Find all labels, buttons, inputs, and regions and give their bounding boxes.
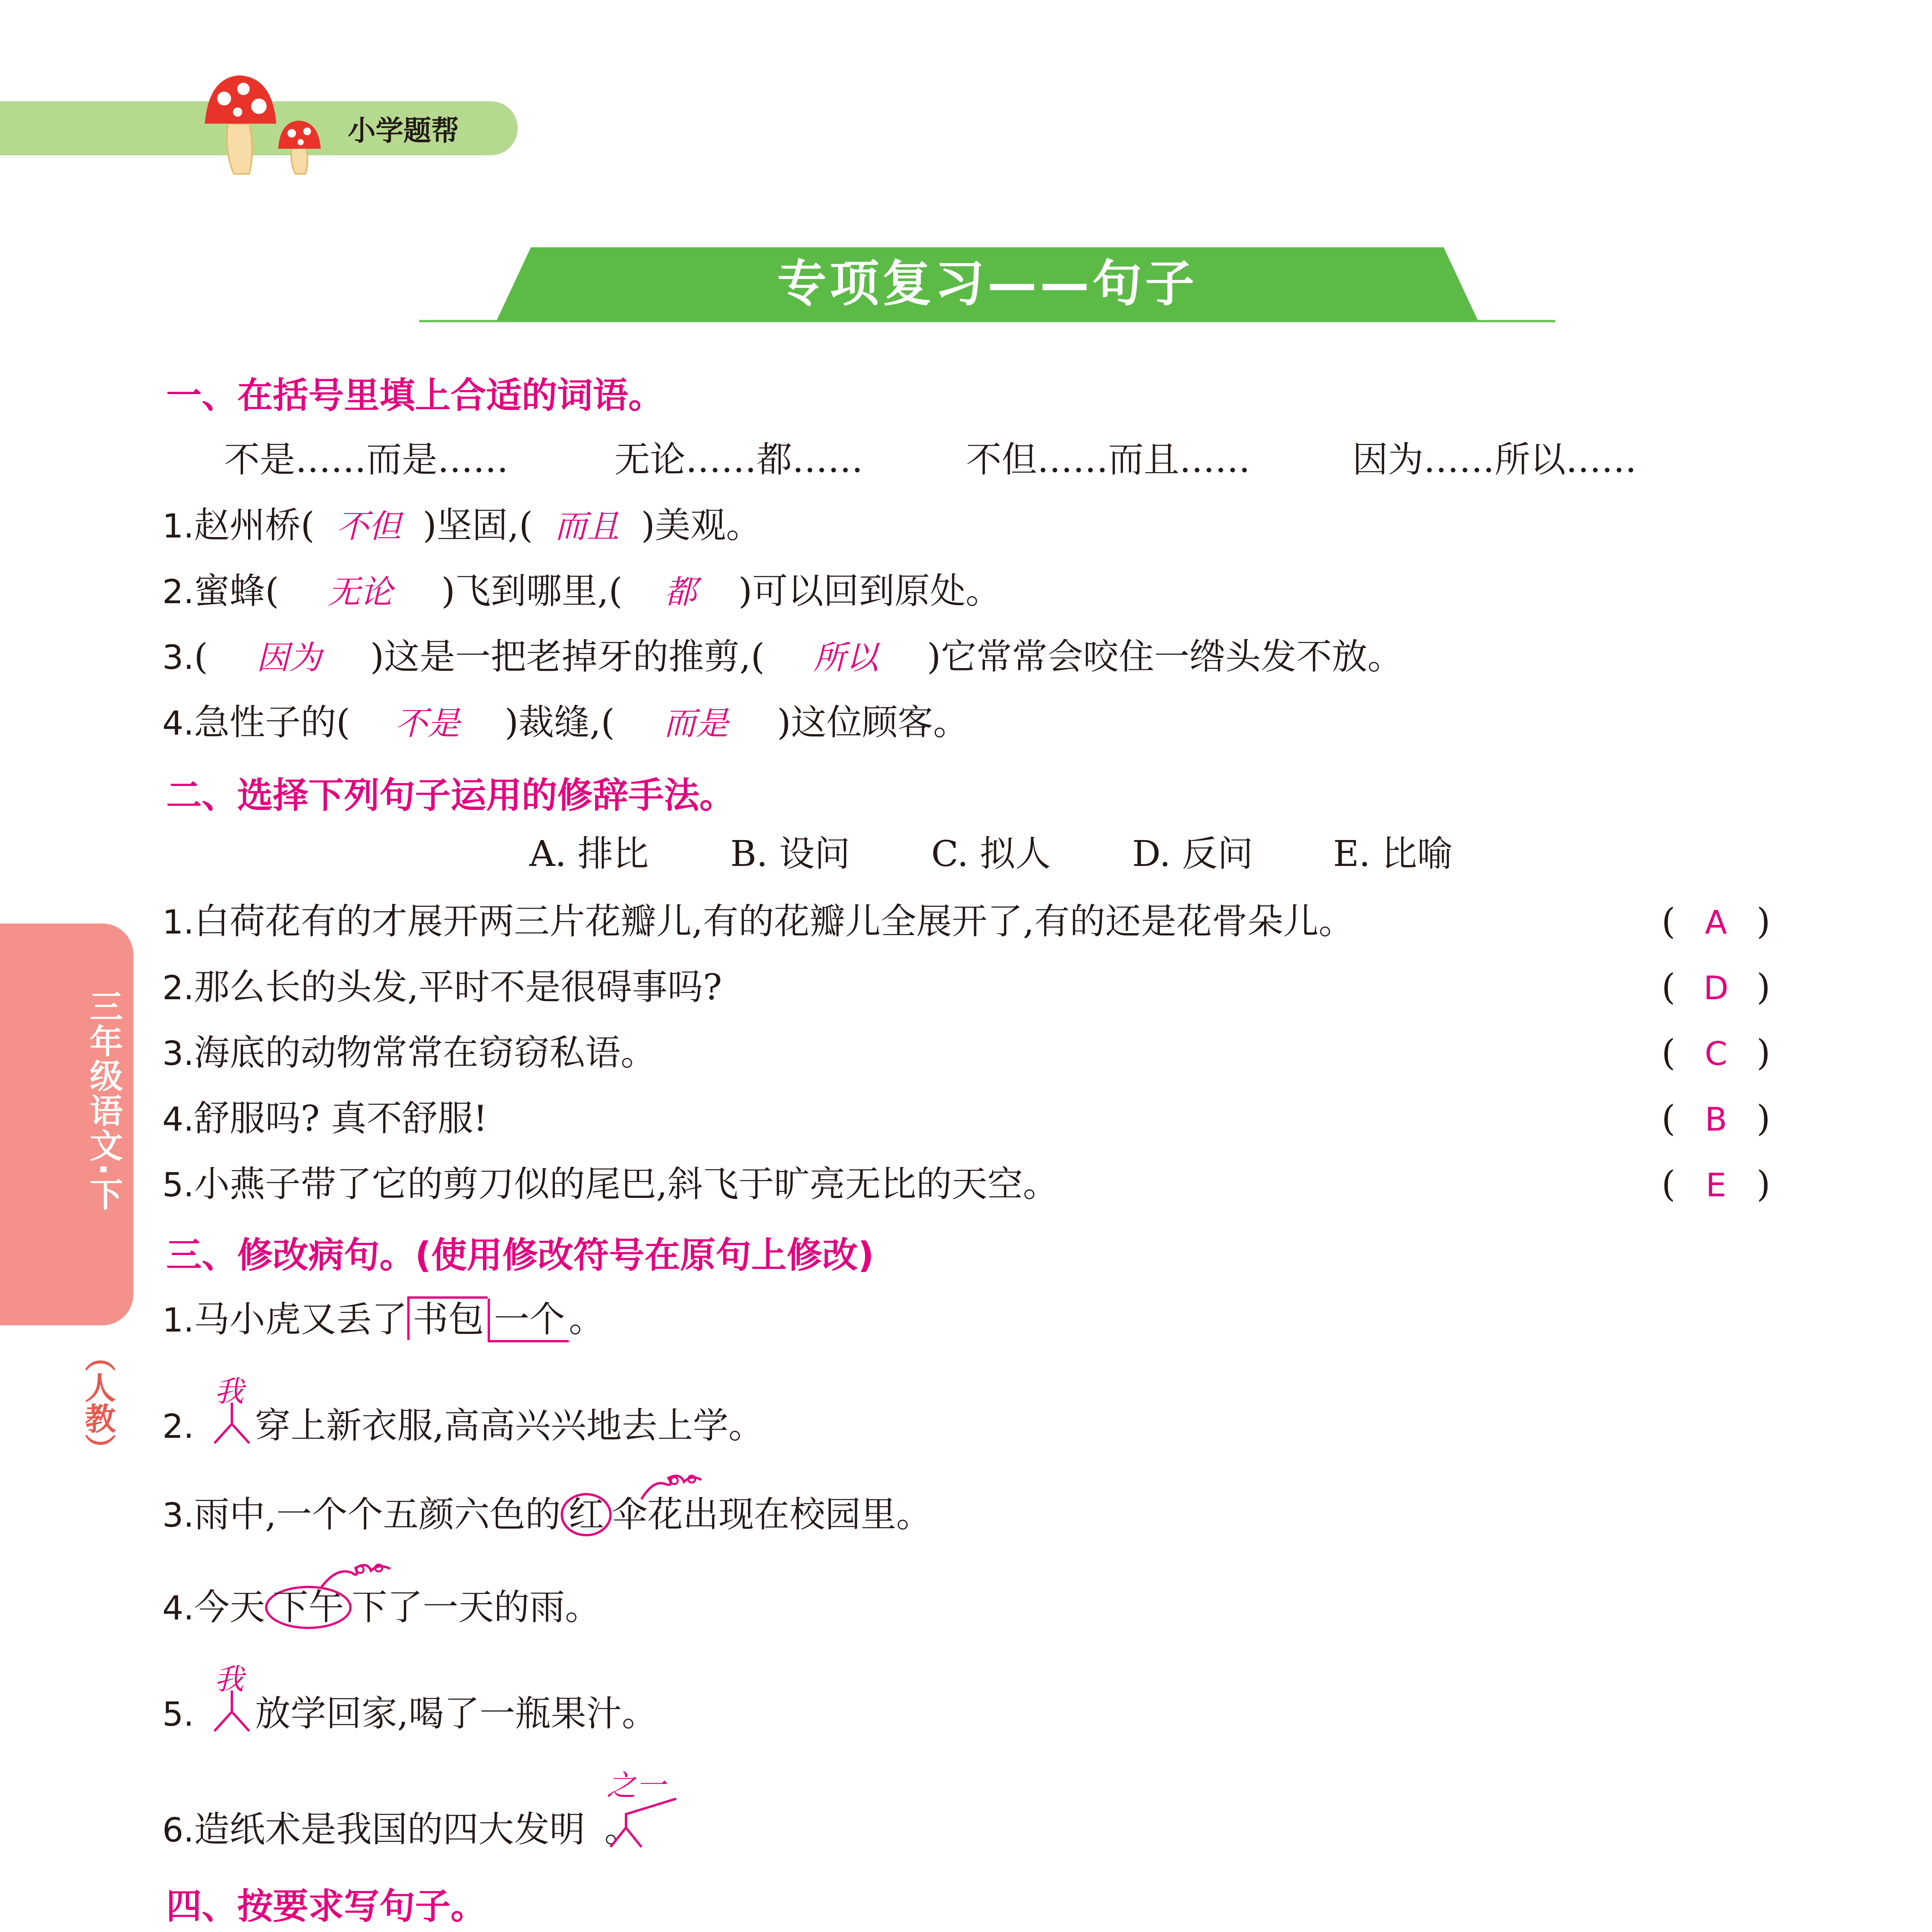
section4-heading: 四、按要求写句子。 [166, 1886, 486, 1927]
swap-word-2: 一个 [488, 1299, 569, 1342]
section2-option: E. 比喻 [1333, 833, 1453, 874]
insert-word: 之一 [607, 1768, 665, 1803]
answer-letter: D [1703, 969, 1729, 1007]
brand-name: 小学题帮 [348, 114, 459, 147]
question-1-1: 1.赵州桥( 不但 )坚固,( 而且 )美观。 [162, 502, 762, 549]
answer-blank: 无论 [327, 573, 393, 611]
answer-letter: B [1705, 1100, 1727, 1138]
question-3-5-text: 放学回家,喝了一瓶果汁。 [255, 1693, 658, 1734]
delete-mark-icon [317, 1561, 394, 1594]
question-2-5: 5.小燕子带了它的剪刀似的尾巴,斜飞于旷亮无比的天空。 [162, 1163, 1059, 1205]
side-tab-edition: （人教） [80, 1341, 116, 1464]
delete-mark-icon [638, 1472, 707, 1505]
section1-option: 无论……都…… [614, 439, 863, 480]
question-2-4: 4.舒服吗? 真不舒服! [162, 1098, 488, 1139]
section2-option: A. 排比 [529, 833, 649, 874]
answer-paren-2-3: ( C ) [1662, 1030, 1770, 1077]
insert-word: 我 [214, 1662, 244, 1696]
section1-heading: 一、在括号里填上合适的词语。 [166, 375, 664, 416]
answer-blank: 所以 [813, 639, 878, 677]
section2-heading: 二、选择下列句子运用的修辞手法。 [166, 775, 735, 816]
answer-paren-2-5: ( E ) [1662, 1161, 1770, 1208]
question-3-5: 5. [162, 1695, 194, 1734]
section2-option: D. 反问 [1132, 833, 1253, 874]
question-3-2-text: 穿上新衣服,高高兴兴地去上学。 [255, 1405, 764, 1446]
answer-blank: 而是 [663, 704, 728, 742]
question-3-1: 1.马小虎又丢了 书包 一个 。 [162, 1296, 604, 1344]
question-2-3: 3.海底的动物常常在窃窃私语。 [162, 1032, 656, 1073]
question-2-1: 1.白荷花有的才展开两三片花瓣儿,有的花瓣儿全展开了,有的还是花骨朵儿。 [162, 901, 1354, 942]
question-3-2: 2. [162, 1407, 194, 1446]
section1-option: 不是……而是…… [224, 439, 509, 480]
insert-word: 我 [214, 1374, 244, 1408]
answer-blank: 因为 [256, 639, 321, 677]
section3-heading: 三、修改病句。(使用修改符号在原句上修改) [166, 1235, 874, 1276]
insert-caret-icon [603, 1793, 680, 1852]
section1-option: 不但……而且…… [966, 439, 1250, 480]
answer-paren-2-1: ( A ) [1662, 898, 1770, 946]
answer-letter: A [1705, 903, 1727, 941]
mushroom-logo [201, 70, 340, 178]
page-title: 专项复习——句子 [777, 255, 1197, 313]
answer-blank: 都 [664, 573, 697, 611]
delete-circle: 红 [561, 1493, 612, 1536]
question-3-6: 6.造纸术是我国的四大发明 。 [162, 1809, 640, 1850]
section2-option: C. 拟人 [931, 833, 1051, 874]
question-3-3: 3.雨中,一个个五颜六色的 红 伞花出现在校园里。 [162, 1492, 932, 1539]
answer-paren-2-4: ( B ) [1662, 1095, 1770, 1143]
insert-caret-icon [211, 1685, 261, 1736]
question-3-4: 4.今天 下午 下了一天的雨。 [162, 1584, 600, 1631]
side-tab-label: 三年级语文·下 [84, 989, 122, 1212]
section1-option: 因为……所以…… [1352, 439, 1637, 480]
swap-word-1: 书包 [407, 1296, 488, 1340]
answer-letter: E [1706, 1166, 1726, 1204]
question-1-4: 4.急性子的( 不是 )裁缝,( 而是 )这位顾客。 [162, 699, 969, 747]
delete-circle: 下午 [265, 1586, 352, 1629]
answer-blank: 不是 [395, 704, 460, 742]
answer-paren-2-2: ( D ) [1662, 964, 1770, 1011]
answer-blank: 不但 [336, 507, 401, 545]
insert-caret-icon [211, 1397, 261, 1449]
answer-letter: C [1704, 1035, 1728, 1073]
question-1-2: 2.蜜蜂( 无论 )飞到哪里,( 都 )可以回到原处。 [162, 568, 1001, 615]
section2-option: B. 设问 [730, 833, 850, 874]
answer-blank: 而且 [554, 507, 619, 545]
question-1-3: 3.( 因为 )这是一把老掉牙的推剪,( 所以 )它常常会咬住一绺头发不放。 [162, 634, 1403, 681]
question-2-2: 2.那么长的头发,平时不是很碍事吗? [162, 966, 722, 1008]
